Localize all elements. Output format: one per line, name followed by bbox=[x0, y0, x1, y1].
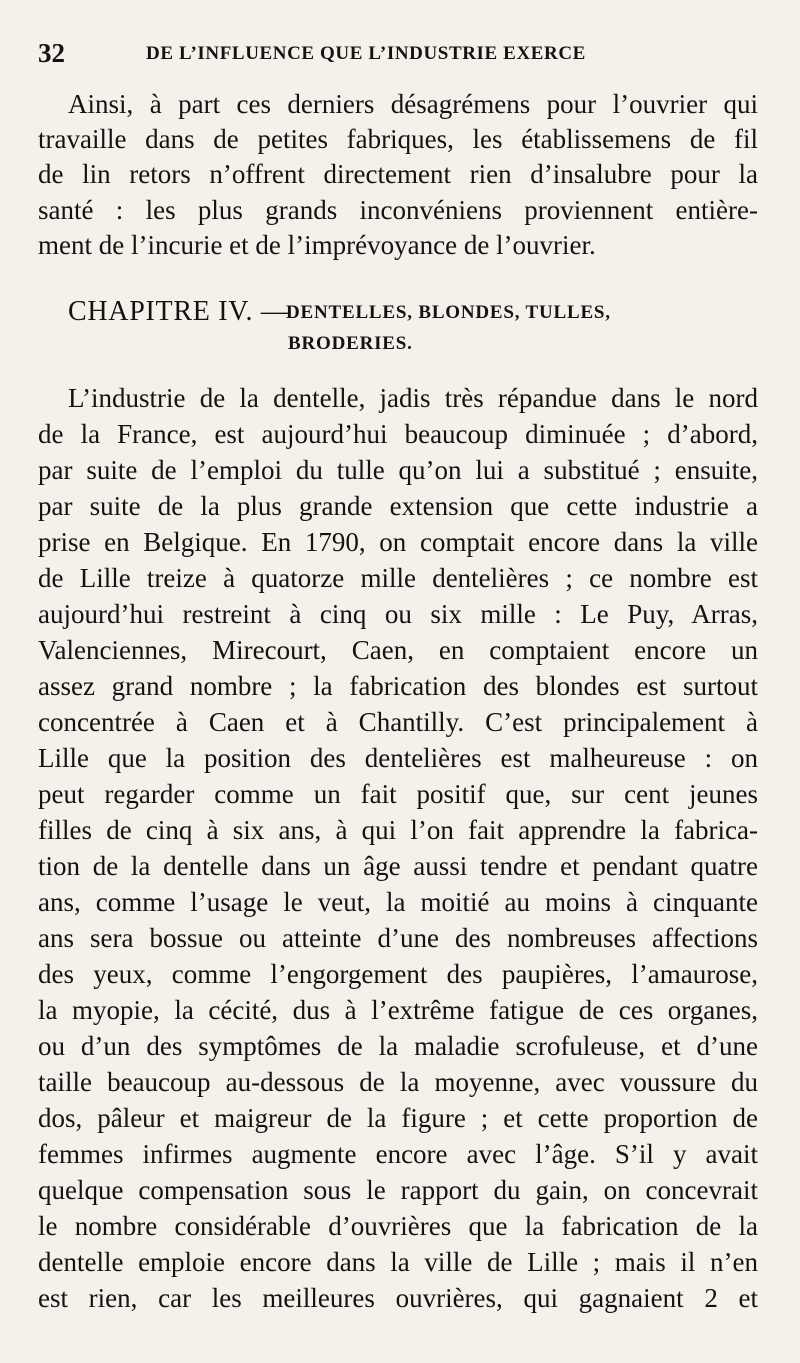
body-line: Lille que la position des dentelières est malheureuse : on bbox=[38, 743, 758, 773]
body-line: prise en Belgique. En 1790, on comptait encore dans la ville bbox=[38, 527, 758, 557]
body-line: la myopie, la cécité, dus à l’extrême fatigue de ces organes, bbox=[38, 995, 758, 1025]
intro-line: de lin retors n’offrent directement rien d’insalubre pour la bbox=[38, 159, 758, 189]
intro-line: Ainsi, à part ces derniers désagrémens pour l’ouvrier qui bbox=[68, 89, 758, 119]
body-line: ans sera bossue ou atteinte d’une des nombreuses affections bbox=[38, 923, 758, 953]
body-line: L’industrie de la dentelle, jadis très répandue dans le nord bbox=[68, 383, 758, 413]
chapter-label: CHAPITRE IV. — bbox=[68, 296, 290, 327]
body-line: de la France, est aujourd’hui beaucoup diminuée ; d’abord, bbox=[38, 419, 758, 449]
body-line: tion de la dentelle dans un âge aussi tendre et pendant quatre bbox=[38, 851, 758, 881]
page-number: 32 bbox=[38, 38, 65, 68]
body-line: peut regarder comme un fait positif que, sur cent jeunes bbox=[38, 779, 758, 809]
body-line: par suite de la plus grande extension que cette industrie a bbox=[38, 491, 758, 521]
body-line: le nombre considérable d’ouvrières que la fabrication de la bbox=[38, 1211, 758, 1241]
body-line: assez grand nombre ; la fabrication des blondes est surtout bbox=[38, 671, 758, 701]
body-line: dos, pâleur et maigreur de la figure ; et cette proportion de bbox=[38, 1103, 758, 1133]
body-line: concentrée à Caen et à Chantilly. C’est principalement à bbox=[38, 707, 758, 737]
running-head bbox=[38, 38, 758, 74]
body-line: quelque compensation sous le rapport du gain, on concevrait bbox=[38, 1175, 758, 1205]
chapter-subject: DENTELLES, BLONDES, TULLES, bbox=[286, 302, 611, 323]
intro-line: travaille dans de petites fabriques, les établissemens de fil bbox=[38, 124, 758, 154]
intro-line: santé : les plus grands inconvéniens proviennent entière- bbox=[38, 195, 758, 225]
body-line: femmes infirmes augmente encore avec l’âge. S’il y avait bbox=[38, 1139, 758, 1169]
body-line: ans, comme l’usage le veut, la moitié au moins à cinquante bbox=[38, 887, 758, 917]
body-line: des yeux, comme l’engorgement des paupières, l’amaurose, bbox=[38, 959, 758, 989]
body-line: aujourd’hui restreint à cinq ou six mille : Le Puy, Arras, bbox=[38, 599, 758, 629]
body-line: est rien, car les meilleures ouvrières, qui gagnaient 2 et bbox=[38, 1283, 758, 1313]
intro-line: ment de l’incurie et de l’imprévoyance de l’ouvrier. bbox=[38, 230, 596, 260]
chapter-heading bbox=[38, 292, 758, 332]
body-line: de Lille treize à quatorze mille dentelières ; ce nombre est bbox=[38, 563, 758, 593]
body-line: Valenciennes, Mirecourt, Caen, en comptaient encore un bbox=[38, 635, 758, 665]
running-title: DE L’INFLUENCE QUE L’INDUSTRIE EXERCE bbox=[146, 43, 586, 64]
body-line: ou d’un des symptômes de la maladie scrofuleuse, et d’une bbox=[38, 1031, 758, 1061]
body-line: filles de cinq à six ans, à qui l’on fait apprendre la fabrica- bbox=[38, 815, 758, 845]
body-line: dentelle emploie encore dans la ville de Lille ; mais il n’en bbox=[38, 1247, 758, 1277]
body-line: taille beaucoup au-dessous de la moyenne, avec voussure du bbox=[38, 1067, 758, 1097]
body-line: par suite de l’emploi du tulle qu’on lui a substitué ; ensuite, bbox=[38, 455, 758, 485]
chapter-subject-continued: BRODERIES. bbox=[288, 333, 413, 354]
